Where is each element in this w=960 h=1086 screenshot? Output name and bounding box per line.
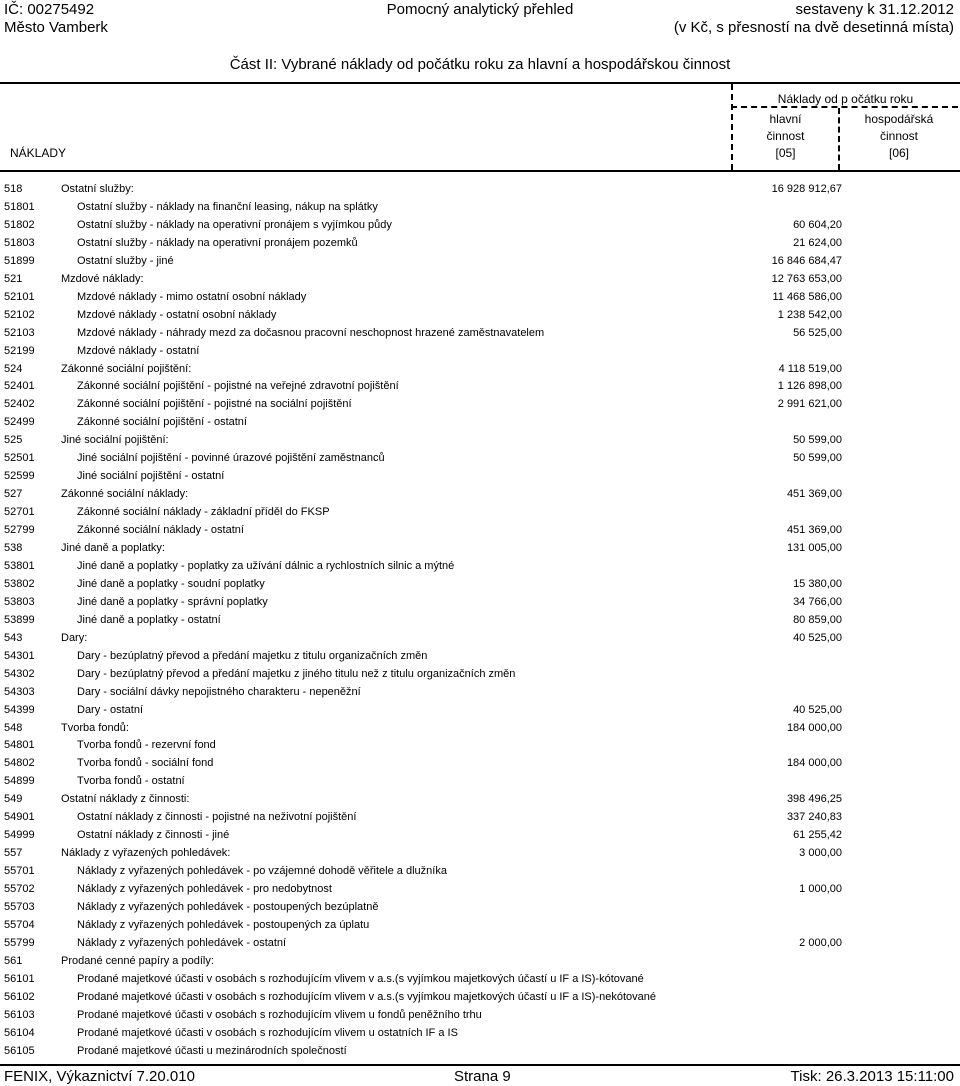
table-row bbox=[0, 952, 960, 970]
row-code: 561 bbox=[4, 954, 23, 967]
row-label: Jiné daně a poplatky - poplatky za užívání dálnic a rychlostních silnic a mýtné bbox=[77, 559, 455, 572]
row-value-main: 56 525,00 bbox=[793, 326, 842, 339]
row-label: Dary: bbox=[61, 631, 88, 644]
table-row bbox=[0, 521, 960, 539]
row-label: Mzdové náklady - náhrady mezd za dočasnou pracovní neschopnost hrazené zaměstnavatelem bbox=[77, 326, 545, 339]
row-value-main: 2 000,00 bbox=[799, 936, 842, 949]
col1-header-line2: činnost bbox=[766, 129, 805, 143]
table-row bbox=[0, 180, 960, 198]
row-label: Dary - bezúplatný převod a předání majetku z titulu organizačních změn bbox=[77, 649, 428, 662]
row-value-main: 60 604,20 bbox=[793, 218, 842, 231]
row-label: Náklady z vyřazených pohledávek - pro nedobytnost bbox=[77, 883, 332, 896]
table-row bbox=[0, 629, 960, 647]
row-code: 56104 bbox=[4, 1026, 35, 1039]
table-row bbox=[0, 270, 960, 288]
row-code: 51803 bbox=[4, 236, 35, 249]
row-value-main: 80 859,00 bbox=[793, 613, 842, 626]
col1-header-line1: hlavní bbox=[769, 112, 802, 126]
row-code: 52101 bbox=[4, 290, 35, 303]
table-row bbox=[0, 736, 960, 754]
row-code: 54801 bbox=[4, 739, 35, 752]
row-code: 53802 bbox=[4, 577, 35, 590]
part-title: Část II: Vybrané náklady od počátku roku za hlavní a hospodářskou činnost bbox=[229, 56, 731, 73]
table-header-top-rule bbox=[0, 82, 960, 84]
row-label: Zákonné sociální pojištění - ostatní bbox=[77, 416, 247, 429]
naklady-header: NÁKLADY bbox=[10, 146, 67, 160]
table-row bbox=[0, 431, 960, 449]
row-value-main: 15 380,00 bbox=[793, 577, 842, 590]
row-code: 53801 bbox=[4, 559, 35, 572]
row-code: 54399 bbox=[4, 703, 35, 716]
footer-print-date: Tisk: 26.3.2013 15:11:00 bbox=[790, 1068, 954, 1085]
row-value-main: 184 000,00 bbox=[786, 721, 842, 734]
footer-page-number: Strana 9 bbox=[454, 1068, 511, 1085]
row-label: Ostatní služby: bbox=[61, 183, 134, 195]
row-label: Tvorba fondů: bbox=[61, 721, 129, 734]
row-code: 525 bbox=[4, 434, 23, 447]
row-code: 52102 bbox=[4, 308, 35, 321]
row-code: 53803 bbox=[4, 595, 35, 608]
row-code: 521 bbox=[4, 272, 23, 285]
table-row bbox=[0, 1024, 960, 1042]
row-value-main: 34 766,00 bbox=[793, 595, 842, 608]
col1-header-code: [05] bbox=[775, 146, 796, 160]
row-code: 55799 bbox=[4, 936, 35, 949]
table-row bbox=[0, 916, 960, 934]
row-label: Tvorba fondů - ostatní bbox=[77, 775, 185, 788]
row-value-main: 61 255,42 bbox=[793, 829, 842, 842]
row-value-main: 11 468 586,00 bbox=[772, 290, 842, 303]
table-row bbox=[0, 665, 960, 683]
municipality-name: Město Vamberk bbox=[4, 19, 108, 36]
row-value-main: 398 496,25 bbox=[786, 793, 842, 806]
table-row bbox=[0, 683, 960, 701]
row-value-main: 131 005,00 bbox=[786, 542, 842, 554]
table-row bbox=[0, 719, 960, 737]
row-label: Dary - bezúplatný převod a předání majetku z jiného titulu než z titulu organizačních změn bbox=[77, 667, 516, 680]
row-code: 51802 bbox=[4, 218, 35, 231]
table-row bbox=[0, 970, 960, 988]
row-code: 52799 bbox=[4, 524, 35, 537]
table-row bbox=[0, 413, 960, 431]
row-label: Tvorba fondů - sociální fond bbox=[77, 757, 214, 770]
row-value-main: 337 240,83 bbox=[786, 811, 842, 824]
row-label: Mzdové náklady - mimo ostatní osobní náklady bbox=[77, 290, 307, 303]
row-label: Dary - sociální dávky nepojistného charakteru - nepeněžní bbox=[77, 685, 361, 698]
row-value-main: 3 000,00 bbox=[799, 847, 842, 860]
row-value-main: 16 846 684,47 bbox=[771, 254, 842, 267]
row-value-main: 1 126 898,00 bbox=[777, 380, 842, 393]
row-code: 54301 bbox=[4, 649, 35, 662]
table-row bbox=[0, 844, 960, 862]
row-code: 54802 bbox=[4, 757, 35, 770]
row-label: Náklady z vyřazených pohledávek: bbox=[61, 847, 231, 860]
footer-software: FENIX, Výkaznictví 7.20.010 bbox=[4, 1068, 195, 1085]
report-title: Pomocný analytický přehled bbox=[386, 1, 574, 18]
row-code: 52402 bbox=[4, 398, 35, 411]
row-label: Ostatní služby - náklady na operativní pronájem s vyjímkou půdy bbox=[77, 218, 392, 231]
row-label: Zákonné sociální náklady - základní příděl do FKSP bbox=[77, 506, 330, 519]
table-row bbox=[0, 808, 960, 826]
row-label: Náklady z vyřazených pohledávek - po vzájemné dohodě věřitele a dlužníka bbox=[77, 865, 447, 878]
table-row bbox=[0, 234, 960, 252]
row-label: Mzdové náklady - ostatní bbox=[77, 344, 200, 357]
row-value-main: 40 525,00 bbox=[793, 703, 842, 716]
ic-number: IČ: 00275492 bbox=[4, 1, 95, 18]
row-label: Jiné daně a poplatky - správní poplatky bbox=[77, 595, 268, 608]
row-code: 54302 bbox=[4, 667, 35, 680]
row-code: 538 bbox=[4, 542, 23, 554]
row-label: Jiné sociální pojištění - ostatní bbox=[77, 470, 225, 483]
row-value-main: 184 000,00 bbox=[786, 757, 842, 770]
row-code: 518 bbox=[4, 183, 23, 195]
row-label: Mzdové náklady - ostatní osobní náklady bbox=[77, 308, 277, 321]
row-label: Prodané majetkové účasti v osobách s rozhodujícím vlivem u ostatních IF a IS bbox=[77, 1026, 458, 1039]
row-value-main: 451 369,00 bbox=[786, 488, 842, 501]
table-row bbox=[0, 593, 960, 611]
row-label: Dary - ostatní bbox=[77, 703, 144, 716]
row-value-main: 50 599,00 bbox=[793, 452, 842, 465]
row-value-main: 16 928 912,67 bbox=[771, 183, 842, 195]
row-label: Zákonné sociální náklady: bbox=[61, 488, 189, 501]
row-code: 56101 bbox=[4, 972, 35, 985]
row-code: 52499 bbox=[4, 416, 35, 429]
table-row bbox=[0, 647, 960, 665]
row-code: 55704 bbox=[4, 918, 35, 931]
row-value-main: 12 763 653,00 bbox=[771, 272, 842, 285]
table-row bbox=[0, 503, 960, 521]
col2-header-code: [06] bbox=[888, 146, 909, 160]
row-code: 54899 bbox=[4, 775, 35, 788]
row-value-main: 40 525,00 bbox=[793, 631, 842, 644]
row-code: 53899 bbox=[4, 613, 35, 626]
row-value-main: 21 624,00 bbox=[793, 236, 842, 249]
table-row bbox=[0, 252, 960, 270]
row-label: Prodané majetkové účasti u mezinárodních společností bbox=[77, 1044, 347, 1057]
table-row bbox=[0, 216, 960, 234]
row-label: Prodané majetkové účasti v osobách s rozhodujícím vlivem u fondů peněžního trhu bbox=[77, 1008, 482, 1021]
row-label: Náklady z vyřazených pohledávek - postoupených bezúplatně bbox=[77, 901, 379, 913]
row-code: 55703 bbox=[4, 901, 35, 913]
row-label: Prodané majetkové účasti v osobách s rozhodujícím vlivem v a.s.(s vyjímkou majetkových účastí u IF a IS)-kótované bbox=[77, 972, 644, 985]
row-code: 51801 bbox=[4, 200, 35, 213]
units-note: (v Kč, s přesností na dvě desetinná místa) bbox=[673, 19, 954, 36]
row-label: Jiné sociální pojištění - povinné úrazové pojištění zaměstnanců bbox=[77, 452, 385, 465]
row-value-main: 50 599,00 bbox=[793, 434, 842, 447]
table-row bbox=[0, 575, 960, 593]
row-code: 52199 bbox=[4, 344, 35, 357]
row-code: 52401 bbox=[4, 380, 35, 393]
row-label: Ostatní služby - náklady na finanční leasing, nákup na splátky bbox=[77, 200, 378, 213]
row-code: 52501 bbox=[4, 452, 35, 465]
row-code: 524 bbox=[4, 362, 23, 375]
table-row bbox=[0, 862, 960, 880]
row-label: Jiné daně a poplatky: bbox=[61, 542, 165, 554]
row-label: Zákonné sociální pojištění - pojistné na sociální pojištění bbox=[77, 398, 352, 411]
row-code: 54999 bbox=[4, 829, 35, 842]
row-label: Mzdové náklady: bbox=[61, 272, 144, 285]
row-code: 54303 bbox=[4, 685, 35, 698]
row-label: Náklady z vyřazených pohledávek - postoupených za úplatu bbox=[77, 918, 370, 931]
row-code: 54901 bbox=[4, 811, 35, 824]
table-row bbox=[0, 934, 960, 952]
table-row bbox=[0, 701, 960, 719]
table-row bbox=[0, 360, 960, 378]
table-row bbox=[0, 754, 960, 772]
table-row bbox=[0, 467, 960, 485]
row-value-main: 451 369,00 bbox=[786, 524, 842, 537]
row-label: Náklady z vyřazených pohledávek - ostatní bbox=[77, 936, 287, 949]
row-value-main: 1 000,00 bbox=[799, 883, 842, 896]
row-label: Ostatní náklady z činnosti: bbox=[61, 793, 190, 806]
row-code: 56103 bbox=[4, 1008, 35, 1021]
compiled-date: sestaveny k 31.12.2012 bbox=[795, 1, 954, 18]
row-code: 55702 bbox=[4, 883, 35, 896]
table-row bbox=[0, 898, 960, 916]
table-row bbox=[0, 485, 960, 503]
col2-header-line1: hospodářská bbox=[864, 112, 934, 126]
row-label: Ostatní náklady z činnosti - jiné bbox=[77, 829, 230, 842]
row-code: 55701 bbox=[4, 865, 35, 878]
table-row bbox=[0, 826, 960, 844]
row-value-main: 1 238 542,00 bbox=[777, 308, 842, 321]
row-value-main: 2 991 621,00 bbox=[777, 398, 842, 411]
table-row bbox=[0, 611, 960, 629]
row-label: Jiné daně a poplatky - soudní poplatky bbox=[77, 577, 265, 590]
row-code: 52701 bbox=[4, 506, 35, 519]
row-label: Prodané cenné papíry a podíly: bbox=[61, 954, 214, 967]
row-code: 549 bbox=[4, 793, 23, 806]
table-row bbox=[0, 1042, 960, 1060]
row-label: Ostatní služby - jiné bbox=[77, 254, 174, 267]
row-label: Jiné sociální pojištění: bbox=[61, 434, 169, 447]
table-row bbox=[0, 395, 960, 413]
table-row bbox=[0, 288, 960, 306]
table-row bbox=[0, 342, 960, 360]
table-row bbox=[0, 539, 960, 557]
row-value-main: 4 118 519,00 bbox=[778, 362, 842, 375]
col2-header-line2: činnost bbox=[879, 129, 919, 143]
table-row bbox=[0, 449, 960, 467]
footer-rule bbox=[0, 1064, 960, 1066]
row-label: Zákonné sociální pojištění - pojistné na veřejné zdravotní pojištění bbox=[77, 380, 399, 393]
table-row bbox=[0, 198, 960, 216]
row-code: 51899 bbox=[4, 254, 35, 267]
row-label: Zákonné sociální náklady - ostatní bbox=[77, 524, 244, 537]
row-label: Zákonné sociální pojištění: bbox=[61, 362, 192, 375]
row-code: 543 bbox=[4, 631, 23, 644]
group-header: Náklady od p očátku roku bbox=[777, 92, 914, 106]
row-code: 56102 bbox=[4, 990, 35, 1003]
table-row bbox=[0, 1006, 960, 1024]
table-row bbox=[0, 306, 960, 324]
table-header-bottom-rule bbox=[0, 170, 960, 172]
row-label: Tvorba fondů - rezervní fond bbox=[77, 739, 216, 752]
table-row bbox=[0, 790, 960, 808]
row-code: 557 bbox=[4, 847, 23, 860]
table-row bbox=[0, 557, 960, 575]
row-code: 56105 bbox=[4, 1044, 35, 1057]
row-code: 527 bbox=[4, 488, 23, 501]
row-label: Ostatní služby - náklady na operativní pronájem pozemků bbox=[77, 236, 358, 249]
table-row bbox=[0, 377, 960, 395]
table-row bbox=[0, 880, 960, 898]
row-label: Prodané majetkové účasti v osobách s rozhodujícím vlivem v a.s.(s vyjímkou majetkových účastí u IF a IS)-nekótované bbox=[77, 990, 656, 1003]
row-label: Jiné daně a poplatky - ostatní bbox=[77, 613, 221, 626]
table-row bbox=[0, 324, 960, 342]
table-row bbox=[0, 772, 960, 790]
row-code: 52599 bbox=[4, 470, 35, 483]
row-code: 548 bbox=[4, 721, 23, 734]
table-row bbox=[0, 988, 960, 1006]
row-label: Ostatní náklady z činnosti - pojistné na neživotní pojištění bbox=[77, 811, 357, 824]
row-code: 52103 bbox=[4, 326, 35, 339]
